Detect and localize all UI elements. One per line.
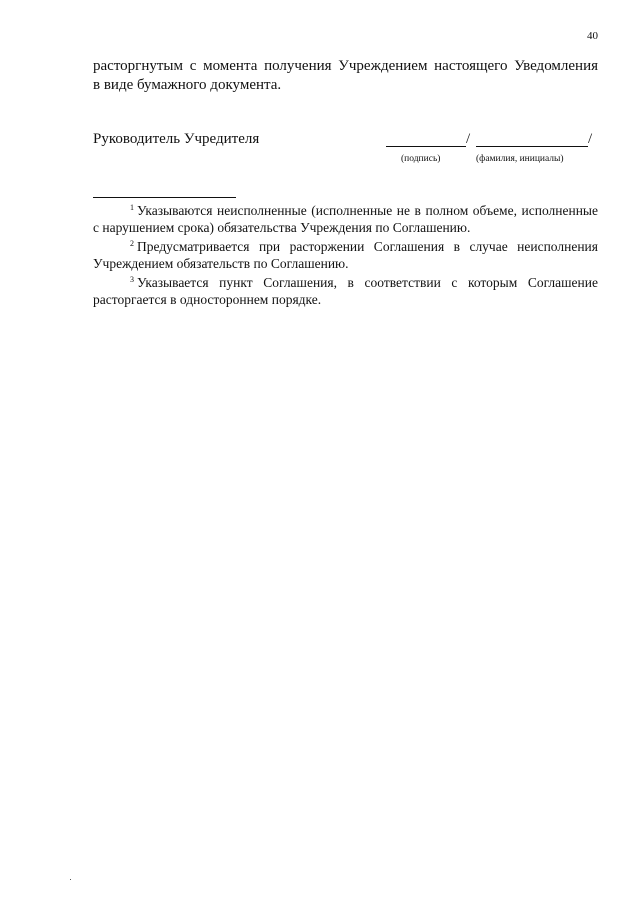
signature-blank <box>386 146 466 147</box>
footnote-marker: 1 <box>130 203 134 212</box>
signature-caption: (подпись) <box>401 154 441 164</box>
body-paragraph <box>93 57 598 95</box>
footnote-3 <box>93 272 598 308</box>
name-caption: (фамилия, инициалы) <box>476 154 564 164</box>
footnote-text: Указывается пункт Соглашения, в соответствии с которым Соглашение расторгается в одностороннем порядке. <box>93 275 598 307</box>
signer-title: Руководитель Учредителя <box>93 131 260 147</box>
scan-speck <box>70 879 71 880</box>
footnotes <box>93 200 598 309</box>
page-number: 40 <box>587 30 598 42</box>
signature-slash-left: / <box>466 131 471 147</box>
paragraph-line-2: в виде бумажного документа. <box>93 77 282 93</box>
footnote-1 <box>93 200 598 236</box>
footnote-text: Указываются неисполненные (исполненные не в полном объеме, исполненные с нарушением срока) обязательства Учреждения по Соглашению. <box>93 203 598 235</box>
signature-slash-right: / <box>588 131 593 147</box>
paragraph-line-1: расторгнутым с момента получения Учреждением настоящего Уведомления <box>93 58 598 74</box>
footnote-marker: 2 <box>130 239 134 249</box>
name-blank <box>476 146 588 147</box>
signature-line <box>386 131 599 151</box>
footnote-marker: 3 <box>130 275 134 285</box>
footnote-2 <box>93 236 598 272</box>
footnote-text: Предусматривается при расторжении Соглашения в случае неисполнения Учреждением обязательств по Соглашению. <box>93 239 598 271</box>
footnote-separator <box>93 197 236 198</box>
